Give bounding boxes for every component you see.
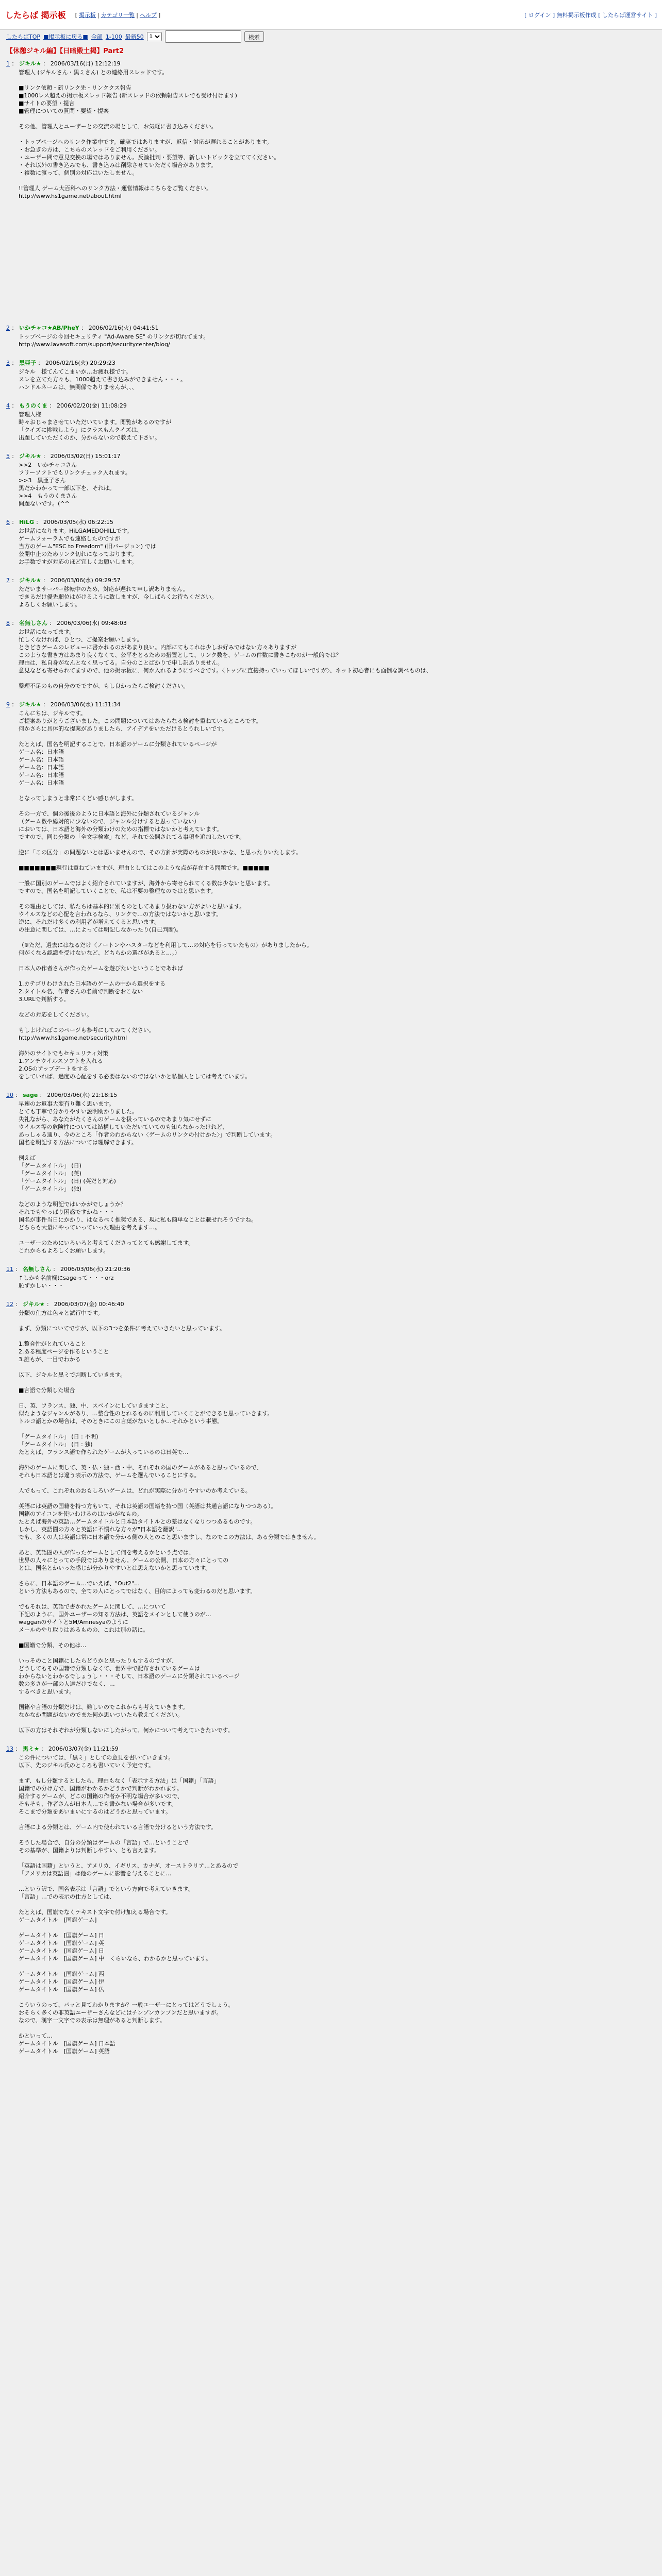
nav-link-range[interactable]: 1-100 bbox=[105, 33, 122, 40]
post-list bbox=[0, 59, 662, 2055]
post-author[interactable]: 名無しさん bbox=[19, 620, 47, 626]
post-header: 4 ： もうのくま ： 2006/02/20(金) 11:08:29 bbox=[6, 402, 127, 409]
post bbox=[6, 619, 656, 690]
post-date: 2006/03/07(金) 11:21:59 bbox=[48, 1745, 119, 1752]
post-date: 2006/03/06(水) 09:48:03 bbox=[57, 620, 127, 626]
header-links: [ 掲示板 | カテゴリ一覧 | ヘルプ ] bbox=[75, 11, 161, 19]
post-header: 11 ： 名無しさん ： 2006/03/06(水) 21:20:36 bbox=[6, 1266, 130, 1273]
post-author[interactable]: 黒ミ★ bbox=[23, 1745, 39, 1752]
post bbox=[6, 518, 656, 566]
post-date: 2006/02/16(火) 20:29:23 bbox=[45, 360, 115, 366]
post-number[interactable]: 3 bbox=[6, 360, 10, 366]
post-author[interactable]: いかチャコ★AB/PheY bbox=[19, 325, 79, 331]
post-body: お世話になります。HiLGAMEDOHILLです。 ゲームフォーラムでも連絡したのですが 当方のゲーム"ESC to Freedom" (旧バージョン) では 公開中止のためリンク切れになっております。 お手数ですが対応のほど宜しくお願いします。 bbox=[19, 528, 156, 565]
post-header: 1 ： ジキル★ ： 2006/03/16(月) 12:12:19 bbox=[6, 60, 121, 67]
post bbox=[6, 700, 656, 1080]
post-date: 2006/03/16(月) 12:12:19 bbox=[50, 60, 121, 67]
search-input[interactable] bbox=[165, 30, 241, 43]
top-bar bbox=[0, 0, 662, 30]
post-number[interactable]: 5 bbox=[6, 453, 10, 460]
post-author[interactable]: sage bbox=[23, 1092, 38, 1098]
post-number[interactable]: 9 bbox=[6, 701, 10, 708]
post bbox=[6, 324, 656, 348]
post-number[interactable]: 4 bbox=[6, 402, 10, 409]
post-header: 2 ： いかチャコ★AB/PheY ： 2006/02/16(火) 04:41:51 bbox=[6, 325, 159, 331]
nav-link-latest[interactable]: 最新50 bbox=[125, 33, 144, 40]
header-link-category[interactable]: カテゴリ一覧 bbox=[101, 11, 135, 19]
post-body: トップページの今回セキュリティ "Ad-Aware SE" のリンクが切れてます。 http://www.lavasoft.com/support/securitycenter/blog/ bbox=[19, 333, 209, 348]
post-number[interactable]: 6 bbox=[6, 519, 10, 526]
post-header: 3 ： 黒亜子 ： 2006/02/16(火) 20:29:23 bbox=[6, 360, 115, 366]
post-number[interactable]: 8 bbox=[6, 620, 10, 626]
post-author[interactable]: 名無しさん bbox=[23, 1266, 51, 1273]
header-right-links[interactable]: [ ログイン ] 無料掲示板作成 [ したらば運営サイト ] bbox=[524, 11, 657, 19]
post bbox=[6, 1265, 656, 1290]
post-body: 早速のお返事大変有り難く思います。 とても丁寧で分かりやすい説明助かりました。 失礼ながら、あなたがたくさんのゲームを扱っているのであまり気にせずに ウイルス等の危険性については結構していただいていてのも知らなかったけれど、 あっしゃる通り、今のところ「作者のわからない〈ゲームのリンクの付けかた〉」で判断しています。 国名を明記する方法については理解できます。 例えば 「ゲームタイトル」 (日) 「ゲームタイトル」 (英) 「ゲームタイトル」 (日) (英だと対応) 「ゲームタイトル」 (独) などのような明記ではいかがでしょうか？ それでもやっぱり困惑ですかね・・・ 国名が事件当日にかかり、はなるべく推奨である、現に私も簡単なことは載せれそうですね。 どちらも大量にやっていっていった理由を考えます…。 ユーザーのためにいろいろと考えてくださってとても感謝してます。 これからもよろしくお願いします。 bbox=[19, 1100, 276, 1254]
post bbox=[6, 59, 656, 200]
post-date: 2006/02/16(火) 04:41:51 bbox=[88, 325, 159, 331]
post-body: この件については、「黒ミ」としての意見を書いていきます。 以下、先のジキル氏のところも書いていく予定です。 まず、もし分類するとしたら、理由もなく「表示する方法」は「国籍」「言語」 国籍での分け方で、国籍がわかるかどうかで判断がわかれます。 紹介するゲームが、どこの国籍の作者か不明な場合が多いので、 そもそも、作者さんが日本人…でも書かない場合が多いです。 そこまで分類をあいまいにするのはどうかと思っています。 言語による分類とは、ゲーム内で使われている言語で分けるという方法です。 そうした場合で、自分の分類はゲームの「言語」で…ということで その基準が、国籍よりは判断しやすい、とも言えます。 「英語は国籍」というと、アメリカ、イギリス、カナダ、オーストラリア…とあるので 「アメリカは英語圏」は他のゲームに影響を与えることに… …という訳で、国名表示は「言語」でという方向で考えていきます。 「言語」…での表示の仕方としては、 たとえば、国旗でなくテキスト文字で付け加える場合です。 ゲームタイトル [国旗ゲーム] ゲームタイトル [国旗ゲーム] 日 ゲームタイトル [国旗ゲーム] 英 ゲームタイトル [国旗ゲーム] 日 ゲームタイトル [国旗ゲーム] 中 くらいなら、わかるかと思っています。 ゲームタイトル [国旗ゲーム] 西 ゲームタイトル [国旗ゲーム] 伊 ゲームタイトル [国旗ゲーム] 仏 こういうのって、パッと見てわかりますか？一般ユーザーにとってはどうでしょう。 おそらく多くの非英語ユーザーさんなどにはチンプンカンプンだと思いますが。 なので、漢字一文字での表示は無理があると判断します。 かといって… ゲームタイトル [国旗ゲーム] 日本語 ゲームタイトル [国旗ゲーム] 英語 bbox=[19, 1754, 239, 2055]
post-date: 2006/03/06(水) 21:18:15 bbox=[47, 1092, 118, 1098]
page-select[interactable] bbox=[147, 32, 162, 41]
post-header: 6 ： HiLG ： 2006/03/05(水) 06:22:15 bbox=[6, 519, 113, 526]
post-body: ジキル 様てんてこまいか…お疲れ様です。 スレを立てた方々も、1000超えて書き込みができません・・・。 ハンドルネームは、無関係でありませんが、、、 bbox=[19, 368, 186, 391]
post-author[interactable]: HiLG bbox=[19, 519, 35, 526]
post-date: 2006/03/06(水) 09:29:57 bbox=[50, 577, 121, 584]
post-author[interactable]: 黒亜子 bbox=[19, 360, 36, 366]
post bbox=[6, 1091, 656, 1255]
post-number[interactable]: 2 bbox=[6, 325, 10, 331]
post-number[interactable]: 11 bbox=[6, 1266, 13, 1273]
search-button[interactable]: 検索 bbox=[244, 31, 264, 42]
post bbox=[6, 1744, 656, 2055]
post-header: 9 ： ジキル★ ： 2006/03/06(水) 11:31:34 bbox=[6, 701, 121, 708]
nav-link-back[interactable]: ■掲示板に戻る■ bbox=[43, 33, 88, 40]
site-logo[interactable]: したらば 掲示板 bbox=[5, 10, 66, 20]
post-author[interactable]: ジキル★ bbox=[19, 453, 41, 460]
post-number[interactable]: 12 bbox=[6, 1301, 13, 1308]
post-header: 7 ： ジキル★ ： 2006/03/06(水) 09:29:57 bbox=[6, 577, 121, 584]
thread-nav bbox=[0, 30, 662, 43]
post-number[interactable]: 1 bbox=[6, 60, 10, 67]
post-body: こんにちは、ジキルです。 ご提案ありがとうございました。この問題についてはあたらなる検討を重ねているところです。 何かさらに具体的な提案がありましたら、アイデアをいただけるとうれしいです。 たとえば、国名を明記することで、日本語のゲームに分類されているページが ゲーム名：日本語 ゲーム名：日本語 ゲーム名：日本語 ゲーム名：日本語 ゲーム名：日本語 となってしまうと非常にくどい感じがします。 その一方で、個の後後のように日本語と海外に分類されているジャンル （ゲーム数や総対的に少ないので、ジャンル分けすると思っていない） においては、日本語と海外の分類わけのための指標ではないかと考えています。 ですので、同じ分類の「全文字検索」など、それで公開されてる事項を追加したいです。 逆に「この区分」の問題ないとは思いませんので、その方針が実際のものが良いかな、と思ったりいたします。 ■■■■■■■現行は重ねていますが、理由としてはこのような点が存在する問題です。■■■■■ 一般に国別のゲームではよく紹介されていますが、海外から寄せられてくる数は少ないと思います。 ですので、国名を明記していくことで、私は不要の整理なのではと思います。 その理由としては、私たちは基本的に別ものとしてあまり扱わない方がよいと思います。 ウイルスなどの心配を言われるなら、リンクで…の方法ではないかと思います。 逆に、それだけ多くの利用者が増えてくると思います。 の注意に関しては、…によっては明記しなかったり(自己判断)。 （※ただ、過去にはなるだけ〈ノートンやハスターなどを利用して…の対応を行っていたもの〉がありましたから。 何がくなる認識を受けないなど、どちらかの選びがあると…。） 日本人の作者さんが作ったゲームを遊びたいということであれば 1.カテゴリわけされた日本語のゲームの中から選択をする 2.タイトル名、作者さんの名前で判断をおこない 3.URLで判断する。 などの対応をしてください。 もしよければこのページも参考にしてみてください。 http://www.hs1game.net/security.html 海外のサイトでもセキュリティ対策 1.アンチウイルスソフトを入れる 2.OSのアップデートをする をしていれば、過度の心配をする必要はないのではないかと私個人としては考えています。 bbox=[19, 710, 312, 1080]
post-date: 2006/03/07(金) 00:46:40 bbox=[54, 1301, 124, 1308]
post-body: ただいまサーバー移転中のため、対応が遅れて申し訳ありません。 できるだけ優先順位はがけるように致しますが、今しばらくお待ちください。 よろしくお願いします。 bbox=[19, 586, 217, 608]
nav-link-all[interactable]: 全部 bbox=[91, 33, 103, 40]
post-body: ↑しかも名前欄にsageって・・・orz 恥ずかしい・・・ bbox=[19, 1275, 114, 1289]
post-header: 12 ： ジキル★ ： 2006/03/07(金) 00:46:40 bbox=[6, 1301, 124, 1308]
post-author[interactable]: もうのくま bbox=[19, 402, 47, 409]
post-header: 10 ： sage ： 2006/03/06(水) 21:18:15 bbox=[6, 1092, 118, 1098]
header-link-help[interactable]: ヘルプ bbox=[139, 11, 157, 19]
post-author[interactable]: ジキル★ bbox=[19, 701, 41, 708]
post-body: 管理人 (ジキルさん・黒ミさん) との連絡用スレッドです。 ■リンク依頼・新リンク先・リンククス報告 ■1000レス超えの掲示板スレッド報告 (新スレッドの依頼報告スレでも受け付けます) ■サイトの要望・提言 ■管理についての質問・要望・提案 その他、管理人とユーザーとの交流の場として、お気軽に書き込みください。 ・トップページへのリンク作業中です。確実ではありますが、返信・対応が遅れることがあります。 ・お急ぎの方は、こちらのスレッドをご利用ください。 ・ユーザー間で意見交換の場ではありません。反論批判・要望等、新しいトピックを立ててください。 ・それ以外の書き込みでも、書き込みは削除させていただく場合があります。 ・複数に渡って、個別の対応はいたしません。 !!管理人 ゲーム大百科へのリンク方法・運営情報はこちらをご覧ください。 http://www.hs1game.net/about.html bbox=[19, 69, 280, 199]
post-date: 2006/03/02(日) 15:01:17 bbox=[50, 453, 121, 460]
post-author[interactable]: ジキル★ bbox=[23, 1301, 45, 1308]
post-author[interactable]: ジキル★ bbox=[19, 60, 41, 67]
post-number[interactable]: 10 bbox=[6, 1092, 13, 1098]
post-number[interactable]: 7 bbox=[6, 577, 10, 584]
header-link-board[interactable]: 掲示板 bbox=[78, 11, 96, 19]
post-body: >>2 いかチャコさん フリーソフトでもリンクチェック入れます。 >>3 黒亜子さん 黒だかわかって一部以下を、それは。 >>4 もうのくまさん 問題ないです。(^^ bbox=[19, 462, 131, 507]
post-body: お世話になってます。 忙しくなければ、ひとつ、ご提案お願いします。 ときどきゲームのレビューに書かれるのがあまり良い。内部にてもこれは少しお好みではない方々ありますが このような書き方はあまり良くなくて、公平をとるための措置として、リンク数を、ゲームの件数に書きこむのが一般的では？ 理由は、私自身がなんとなく思ってる。自分のことばかりで申し訳ありません。 意見なども寄せられてますので、他の掲示板に、何か入れるようにすべきです。〈トップに直接持っていってほしいですが〉、ネット初心者にも面倒な調べものは、 整理不足のもの自分のでですが、もし良かったらご検討ください。 bbox=[19, 629, 432, 689]
post-author[interactable]: ジキル★ bbox=[19, 577, 41, 584]
thread-title: 【休憩ジキル編】【日暗殿土掲】Part2 bbox=[6, 47, 124, 55]
post bbox=[6, 359, 656, 391]
post-number[interactable]: 13 bbox=[6, 1745, 13, 1752]
post bbox=[6, 1300, 656, 1734]
nav-link-top[interactable]: したらばTOP bbox=[6, 33, 41, 40]
post-date: 2006/03/06(水) 21:20:36 bbox=[60, 1266, 130, 1273]
post bbox=[6, 576, 656, 608]
post bbox=[6, 452, 656, 507]
post-header: 8 ： 名無しさん ： 2006/03/06(水) 09:48:03 bbox=[6, 620, 127, 626]
post-body: 管理人様 時々おじゃまさせていただいています。閲覧があるのですが 「クイズに挑戦しよう」にクラスもんクイズは、 出題していただくのか、分からないので教えて下さい。 bbox=[19, 411, 172, 441]
post-date: 2006/03/06(水) 11:31:34 bbox=[50, 701, 121, 708]
post-date: 2006/03/05(水) 06:22:15 bbox=[43, 519, 113, 526]
post-header: 5 ： ジキル★ ： 2006/03/02(日) 15:01:17 bbox=[6, 453, 121, 460]
post-date: 2006/02/20(金) 11:08:29 bbox=[57, 402, 127, 409]
post-body: 分類の仕方は色々と試行中です。 まず、分類についてですが、以下の3つを条件に考えていきたいと思っています。 1.整合性がとれていること 2.ある程度ページを作るということ 3.誰もが、一目でわかる 以下、ジキルと黒ミで判断していきます。 ■言語で分類した場合 日、英、フランス、独、中、スペインにしていきますこと、 似たようなジャンルがあり、…整合性のとれるものに利用していくことができると思っていきます。 トルコ語とかの場合は、そのときにこの言葉がないとしか…それかという事態。 「ゲームタイトル」 (日 : 不明) 「ゲームタイトル」 (日 : 独) たとえば、フランス語で作られたゲームが入っているのは日英で… 海外のゲームに関して、英・仏・独・西・中、それぞれの国のゲームがあると思っているので、 それも日本語とは違う表示の方法で、ゲームを選んでいることにする。 人でもって、これぞれのおもしろいゲームは、どれが実際に分かりやすいのか考えている。 英語には英語の国籍を持つ方もいて、それは英語の国籍を持つ国（英語は共通言語になりつつある）。 国籍のアイコンを使いわけるのはいかがなもの。 たとえば海外の英語…ゲームタイトルと日本語タイトルとの差はなくなりつつあるものです。 しかし、英語圏の方々と英語に不慣れな方々が"日本語を翻訳"… でも、多くの人は英語は常に日本語で分かる側の人とのこと思いますし、なのでこの方法は、ある分類ではきません。 あと、英語圏の人が作ったゲームとして何を考えるかという点では、 世界の人々にとっての手段ではありません。ゲームの公開、日本の方々にとっての とは、国名とかいった感じが分かりやすいとは思えないかと思っています。 さらに、日本語のゲーム…でいえば、"Out2"… という方法もあるので、全ての人にとってではなく、目的によっても変わるのだと思います。 でもそれは、英語で書かれたゲームに関して、…について 下記のように、国外ユーザーの知る方法は、英語をメインとして使うのが… wagganのサイトと5M/Amnesyaのように メールのやり取りはあるものの、これは別の話に。 ■国籍で分類、その他は… いっそのこと国籍にしたらどうかと思ったりもするのですが、 どうしてもその国籍で分類しなくて、世界中で配布されているゲームは わからないとわかるでしょうし・・・そして、日本語のゲームに分類されているページ 数の多さが一部の人達だけでなく、… するべきと思います。 国籍や言語の分類だけは、難しいのでこれからも考えていきます。 なかなか問題がないのでまた何か思いついたら教えてください。 以下の方はそれぞれが分類しないにしたがって、何かについて考えていきたいです。 bbox=[19, 1310, 320, 1734]
post bbox=[6, 401, 656, 442]
post-header: 13 ： 黒ミ★ ： 2006/03/07(金) 11:21:59 bbox=[6, 1745, 119, 1752]
